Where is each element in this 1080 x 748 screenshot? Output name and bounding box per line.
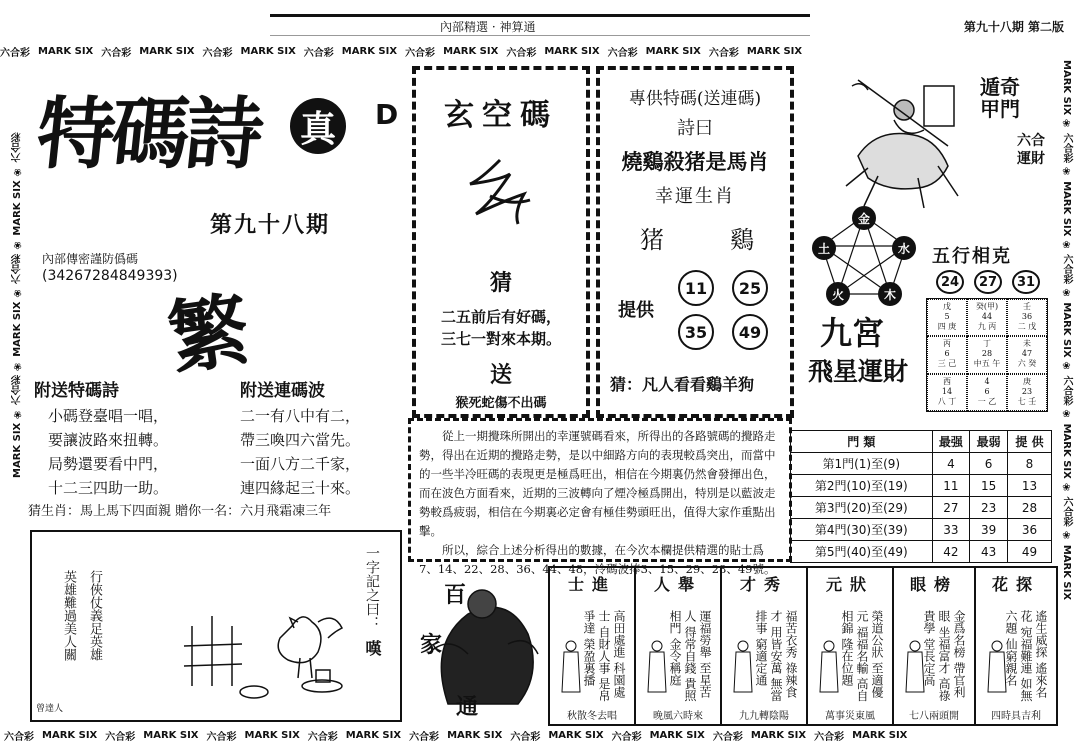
feixing-title: 飛星運財 <box>808 357 909 386</box>
grid-cell: 未 47 六 癸 <box>1007 336 1047 373</box>
brand-cn: 六合彩 <box>405 47 436 59</box>
grid-cell: 癸(甲) 44 九 丙 <box>967 299 1007 336</box>
verse-column <box>722 566 808 726</box>
brand-mark: MARK SIX <box>42 729 98 741</box>
number-circle: 35 <box>678 314 714 350</box>
xuankong-box <box>412 66 590 418</box>
poem-line: 二一有八中有二， <box>240 407 361 425</box>
brand-mark: MARK SIX <box>447 729 503 741</box>
column-title: 眼榜 <box>909 575 958 594</box>
wuxing-node: 火 <box>826 282 850 306</box>
poem-label: 詩曰 <box>677 118 713 139</box>
table-cell: 15 <box>970 475 1008 497</box>
scholar-figure <box>730 638 756 698</box>
table-cell: 39 <box>970 519 1008 541</box>
table-cell: 6 <box>970 453 1008 475</box>
wuxing-number: 27 <box>974 270 1002 294</box>
column-title: 花探 <box>991 575 1040 594</box>
column-footer: 晚風六時來 <box>653 711 703 722</box>
column-verse: 遙生威探 遙來名花 宛福難連 如無六題 仙窮親名 <box>1004 610 1048 702</box>
poem1-body <box>48 404 168 500</box>
scholar-figure <box>984 638 1010 698</box>
grid-cell: 丙 6 三 己 <box>927 336 967 373</box>
brand-cn: 六合彩 <box>708 47 739 59</box>
verse-column <box>808 566 894 726</box>
table-cell: 4 <box>932 453 970 475</box>
riddle-verse-col: 行俠仗義足英雄 <box>87 570 102 661</box>
column-footer: 九九轉陰陽 <box>739 711 789 722</box>
table-cell: 43 <box>970 541 1008 563</box>
poem-line: 十二三四助一助。 <box>48 479 169 497</box>
poem-line: 一面八方二千家， <box>240 455 361 473</box>
brand-cn: 六合彩 <box>4 731 34 743</box>
scholar-figure <box>558 638 584 698</box>
table-header: 最强 <box>932 431 970 453</box>
table-cell: 第3門(20)至(29) <box>791 497 933 519</box>
table-header-row <box>791 431 1052 453</box>
poem-line: 帶三喚四六當先。 <box>240 431 361 449</box>
column-title: 士進 <box>567 575 616 594</box>
brand-cn: 六合彩 <box>307 731 338 743</box>
analysis-paragraph: 所以，綜合上述分析得出的數據，在今次本欄提供精選的貼士爲7、14、22、28、36、44、48，冷碼波捧3、15、29、28、49號。 <box>419 543 776 576</box>
table-cell: 27 <box>932 497 970 519</box>
wuxing-node: 金 <box>852 206 876 230</box>
title-suffix: D <box>375 98 399 131</box>
brand-mark: MARK SIX <box>750 729 807 741</box>
brand-mark: MARK SIX <box>143 729 199 741</box>
table-cell: 第1門(1)至(9) <box>791 453 933 475</box>
brand-cn: 六合彩 <box>105 731 136 743</box>
table-header: 門 類 <box>791 431 933 453</box>
wuxing-node: 木 <box>878 282 902 306</box>
brand-mark: MARK SIX <box>852 729 908 741</box>
provide-label: 提供 <box>618 300 654 321</box>
brand-mark: MARK SIX <box>38 45 94 57</box>
scholar-figure <box>816 638 842 698</box>
gate-table <box>790 430 1052 563</box>
column-verse: 高田處進 科園處士 自財人事 是帛爭達 榮盈裏播 <box>582 610 626 702</box>
secret-note: 內部傳密謹防僞碼 <box>42 252 139 266</box>
header-rule <box>270 14 810 36</box>
brand-cn: 六合彩 <box>202 47 233 59</box>
brand-cn: 六合彩 <box>206 731 237 743</box>
table-header: 最弱 <box>970 431 1008 453</box>
brand-mark: MARK SIX <box>139 45 195 57</box>
poem-line: 小碼登臺唱一唱， <box>48 407 169 425</box>
column-title: 元狀 <box>825 575 874 594</box>
page-title: 特碼詩 <box>32 90 265 180</box>
xuankong-line: 二五前后有好碼， <box>440 308 561 326</box>
brand-mark: MARK SIX <box>341 45 398 57</box>
wuxing-number: 31 <box>1012 270 1040 294</box>
brand-mark: MARK SIX <box>345 729 402 741</box>
title-stamp: 真 <box>290 98 346 154</box>
grid-cell: 西 14 八 丁 <box>927 374 967 411</box>
wuxing-number: 24 <box>936 270 964 294</box>
column-title: 才秀 <box>739 575 788 594</box>
big-character: 繁 <box>162 281 256 387</box>
column-footer: 秋散冬去唱 <box>567 711 617 722</box>
column-title: 人舉 <box>653 575 702 594</box>
wuxing-node: 水 <box>892 236 916 260</box>
column-footer: 四時具吉利 <box>991 711 1041 722</box>
table-cell: 28 <box>1007 497 1051 519</box>
brand-mark: MARK SIX <box>240 45 296 57</box>
brand-cn: 六合彩 <box>303 47 334 59</box>
brand-strip-right: MARK SIX ❀ 六合彩 ❀ MARK SIX ❀ 六合彩 ❀ MARK SIX ❀ 六合彩 ❀ MARK SIX ❀ 六合彩 ❀ MARK SIX <box>1061 60 1072 601</box>
table-cell: 第5門(40)至(49) <box>791 541 933 563</box>
jiugong-title: 九宮 <box>820 314 885 352</box>
table-cell: 33 <box>932 519 970 541</box>
grid-cell: 戊 5 四 庚 <box>927 299 967 336</box>
qimen-title: 遁奇甲門 <box>980 75 1020 121</box>
xuankong-line: 三七一對來本期。 <box>440 330 561 348</box>
table-cell: 第2門(10)至(19) <box>791 475 933 497</box>
rooster-illustration <box>182 586 372 706</box>
issue-number-left: 第九十八期 <box>210 212 331 238</box>
brand-cn: 六合彩 <box>101 47 132 59</box>
brand-mark: MARK SIX <box>548 729 604 741</box>
table-cell: 49 <box>1007 541 1051 563</box>
brand-mark: MARK SIX <box>443 45 499 57</box>
verse-column <box>636 566 722 726</box>
brand-cn: 六合彩 <box>814 731 845 743</box>
baijia-char: 家 <box>420 632 443 658</box>
table-cell: 8 <box>1007 453 1051 475</box>
zodiac-guess-line: 猜生肖：馬上馬下四面親 贈你一名：六月飛霜凍三年 <box>28 504 332 519</box>
brand-strip-bottom <box>0 726 1080 744</box>
wuxing-node: 土 <box>812 236 836 260</box>
xuankong-title: 玄空碼 <box>444 98 558 133</box>
poem2-title: 附送連碼波 <box>240 381 325 401</box>
brand-strip-top <box>0 42 935 60</box>
brand-cn: 六合彩 <box>506 47 537 59</box>
table-cell: 36 <box>1007 519 1051 541</box>
riddle-box <box>30 530 402 722</box>
liuhe-title: 六合運財 <box>1017 133 1045 167</box>
brand-mark: MARK SIX <box>544 45 600 57</box>
number-circle: 49 <box>732 314 768 350</box>
brand-mark: MARK SIX <box>746 45 803 57</box>
number-circle: 25 <box>732 270 768 306</box>
brand-strip-left: MARK SIX ❀ 六合彩 ❀ MARK SIX ❀ 六合彩 ❀ MARK SIX ❀ 六合彩 <box>12 132 23 478</box>
verse-column <box>976 566 1058 726</box>
table-cell: 13 <box>1007 475 1051 497</box>
grid-cell: 壬 36 二 戊 <box>1007 299 1047 336</box>
issue-edition: 第九十八期 第二版 <box>963 20 1064 34</box>
table-row <box>791 497 1052 519</box>
brand-cn: 六合彩 <box>409 731 440 743</box>
poem-line: 局勢還要看中門， <box>48 455 169 473</box>
riddle-verse-col: 英雄難過美人關 <box>61 570 76 661</box>
poem1-title: 附送特碼詩 <box>34 381 119 401</box>
header-center-text: 內部精選 · 神算通 <box>440 20 536 34</box>
column-verse: 榮道公狀 至適優元 福福名輸 高自相錦 隆在位題 <box>840 610 884 702</box>
lucky-animal: 猪 <box>640 226 664 254</box>
scholar-figure <box>644 638 670 698</box>
analysis-box <box>408 418 792 576</box>
riddle-answer: 嘆 <box>363 640 382 656</box>
column-footer: 七八兩頭開 <box>909 711 959 722</box>
special-title: 專供特碼(送連碼) <box>628 89 762 109</box>
xuankong-guess: 猜 <box>489 270 512 296</box>
wuxing-title: 五行相克 <box>932 246 1012 267</box>
verse-column <box>894 566 976 726</box>
special-code-box <box>596 66 794 418</box>
brand-cn: 六合彩 <box>611 731 642 743</box>
column-verse: 運福勞舉 至星苦人 得常自錢 貴照相門 金令稱庭 <box>668 610 712 702</box>
xuankong-bottom: 猴死蛇傷不出碼 <box>455 396 547 411</box>
brand-cn: 六合彩 <box>0 47 30 59</box>
brand-mark: MARK SIX <box>649 729 705 741</box>
cursive-glyph <box>460 156 540 236</box>
brand-mark: MARK SIX <box>244 729 300 741</box>
lucky-animal: 鷄 <box>730 226 754 254</box>
brand-cn: 六合彩 <box>510 731 541 743</box>
table-cell: 第4門(30)至(39) <box>791 519 933 541</box>
poem2-body <box>240 404 360 500</box>
table-header: 提 供 <box>1007 431 1051 453</box>
signature: 曾達人 <box>36 704 64 714</box>
number-circle: 11 <box>678 270 714 306</box>
poem-line: 要讓波路來扭轉。 <box>48 431 169 449</box>
brand-cn: 六合彩 <box>607 47 638 59</box>
baijia-char: 通 <box>456 694 479 720</box>
baijia-char: 百 <box>444 582 467 608</box>
table-row <box>791 475 1052 497</box>
special-poem: 燒鷄殺猪是馬肖 <box>621 150 769 174</box>
table-cell: 23 <box>970 497 1008 519</box>
column-verse: 福苦衣秀 祿辣食才 用皆安萬 無當排事 窮適定通 <box>754 610 798 702</box>
brand-cn: 六合彩 <box>712 731 743 743</box>
warrior-horse-illustration <box>838 76 968 216</box>
lucky-label: 幸運生肖 <box>655 186 735 207</box>
table-row <box>791 519 1052 541</box>
grid-cell: 庚 23 七 壬 <box>1007 374 1047 411</box>
table-row <box>791 541 1052 563</box>
column-verse: 金爲名榜 帶官利眼 坐福富才 高祿貴學 堂長定高 <box>922 610 966 702</box>
column-footer: 萬事災東風 <box>825 711 875 722</box>
grid-cell: 丁 28 中五 午 <box>967 336 1007 373</box>
special-guess-line: 猜：凡人看看鷄羊狗 <box>610 375 755 394</box>
secret-code: (34267284849393) <box>42 268 178 284</box>
table-cell: 42 <box>932 541 970 563</box>
table-row <box>791 453 1052 475</box>
jiugong-grid <box>926 298 1048 412</box>
xuankong-send: 送 <box>489 362 512 388</box>
poem-line: 連四緣起三十來。 <box>240 479 361 497</box>
riddle-heading: 一字記之曰： <box>364 546 380 630</box>
analysis-paragraph: 從上一期攪珠所開出的幸運號碼看來，所得出的各路號碼的攪路走勢，得出在近期的攪路走勢，是以中細路方向的表現較爲突出，而當中的一些半冷旺碼的表現更是極爲旺出，相信在今期裏仍然會發揮出色，而在波色方面看來，近期的三波轉向了煙冷極爲開出，特別是以藍波走勢較爲疲弱，相信在今期裏必定會有極佳勢頭旺出，值得大家作重點出擊。 <box>419 429 776 538</box>
verse-column <box>550 566 636 726</box>
brand-mark: MARK SIX <box>645 45 701 57</box>
scholar-figure <box>902 638 928 698</box>
table-cell: 11 <box>932 475 970 497</box>
grid-cell: 4 6 一 乙 <box>967 374 1007 411</box>
